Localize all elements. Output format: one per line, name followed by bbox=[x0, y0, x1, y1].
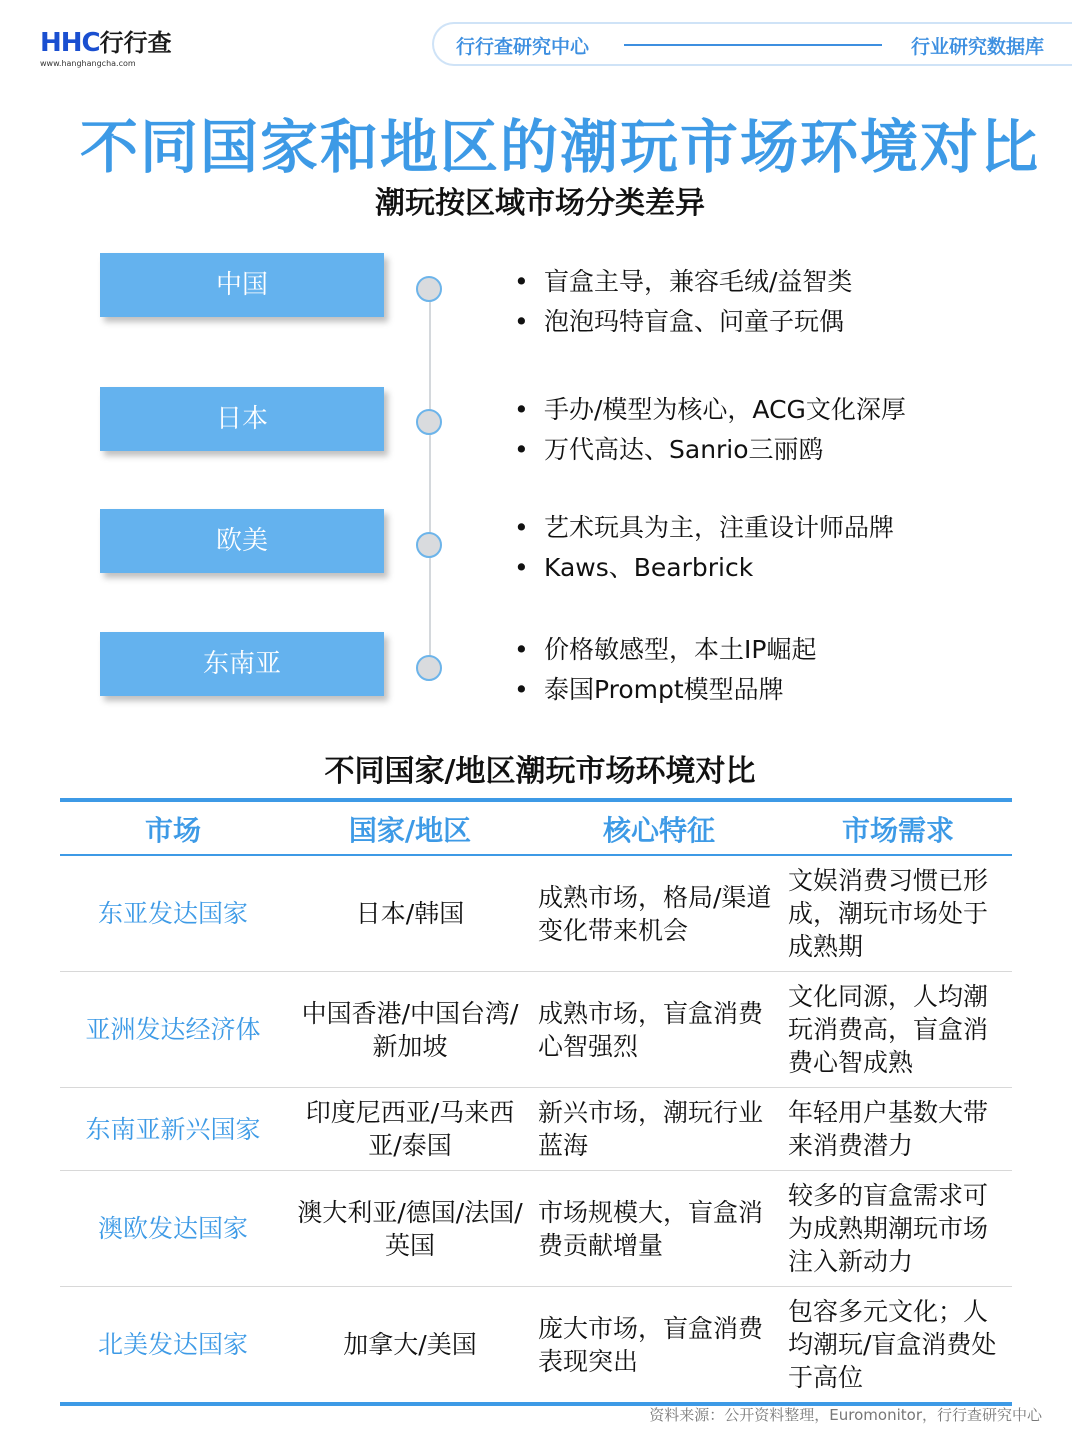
cell-feature: 成熟市场，格局/渠道变化带来机会 bbox=[534, 855, 784, 972]
timeline-dot bbox=[416, 655, 442, 681]
region-bullets-southeast-asia bbox=[514, 630, 816, 710]
cell-feature: 新兴市场，潮玩行业蓝海 bbox=[534, 1088, 784, 1171]
bullet-item: • 手办/模型为核心，ACG文化深厚 bbox=[514, 390, 906, 430]
table-row bbox=[60, 1088, 1012, 1171]
cell-country: 澳大利亚/德国/法国/英国 bbox=[286, 1171, 534, 1287]
column-header-demand: 市场需求 bbox=[784, 800, 1012, 855]
cell-market: 亚洲发达经济体 bbox=[60, 972, 286, 1088]
bullet-item: • 盲盒主导，兼容毛绒/益智类 bbox=[514, 262, 852, 302]
header-left-label: 行行查研究中心 bbox=[456, 36, 590, 58]
region-bullets-china bbox=[514, 262, 852, 342]
table-header-row bbox=[60, 800, 1012, 855]
logo-brand-cn: 行行查 bbox=[99, 29, 172, 57]
source-note: 资料来源：公开资料整理，Euromonitor，行行查研究中心 bbox=[649, 1406, 1042, 1424]
bullet-item: • Kaws、Bearbrick bbox=[514, 548, 894, 588]
bullet-item: • 价格敏感型，本土IP崛起 bbox=[514, 630, 816, 670]
column-header-market: 市场 bbox=[60, 800, 286, 855]
table-row bbox=[60, 1171, 1012, 1287]
timeline-dot bbox=[416, 532, 442, 558]
cell-demand: 包容多元文化；人均潮玩/盲盒消费处于高位 bbox=[784, 1287, 1012, 1405]
cell-demand: 文化同源，人均潮玩消费高，盲盒消费心智成熟 bbox=[784, 972, 1012, 1088]
section2-title: 不同国家/地区潮玩市场环境对比 bbox=[324, 754, 756, 789]
cell-country: 中国香港/中国台湾/新加坡 bbox=[286, 972, 534, 1088]
cell-market: 东南亚新兴国家 bbox=[60, 1088, 286, 1171]
cell-market: 东亚发达国家 bbox=[60, 855, 286, 972]
logo-url: www.hanghangcha.com bbox=[40, 59, 136, 68]
bullet-item: • 泰国Prompt模型品牌 bbox=[514, 670, 816, 710]
timeline-line bbox=[429, 290, 431, 670]
timeline-dot bbox=[416, 276, 442, 302]
timeline-dot bbox=[416, 409, 442, 435]
logo bbox=[40, 28, 172, 68]
region-bullets-west bbox=[514, 508, 894, 588]
region-box-china: 中国 bbox=[100, 253, 384, 317]
comparison-table bbox=[60, 798, 1012, 1406]
page-title: 不同国家和地区的潮玩市场环境对比 bbox=[79, 113, 1040, 181]
cell-feature: 市场规模大，盲盒消费贡献增量 bbox=[534, 1171, 784, 1287]
region-box-japan: 日本 bbox=[100, 387, 384, 451]
region-box-southeast-asia: 东南亚 bbox=[100, 632, 384, 696]
logo-brand: HHC bbox=[40, 28, 100, 58]
cell-feature: 庞大市场，盲盒消费表现突出 bbox=[534, 1287, 784, 1405]
cell-demand: 年轻用户基数大带来消费潜力 bbox=[784, 1088, 1012, 1171]
section1-title: 潮玩按区域市场分类差异 bbox=[375, 186, 705, 221]
cell-feature: 成熟市场，盲盒消费心智强烈 bbox=[534, 972, 784, 1088]
bullet-item: • 艺术玩具为主，注重设计师品牌 bbox=[514, 508, 894, 548]
header-divider-line bbox=[624, 44, 882, 46]
cell-demand: 较多的盲盒需求可为成熟期潮玩市场注入新动力 bbox=[784, 1171, 1012, 1287]
bullet-item: • 万代高达、Sanrio三丽鸥 bbox=[514, 430, 906, 470]
region-box-west: 欧美 bbox=[100, 509, 384, 573]
header-right-label: 行业研究数据库 bbox=[910, 36, 1044, 58]
cell-country: 日本/韩国 bbox=[286, 855, 534, 972]
bullet-item: • 泡泡玛特盲盒、问童子玩偶 bbox=[514, 302, 852, 342]
region-bullets-japan bbox=[514, 390, 906, 470]
table-row bbox=[60, 972, 1012, 1088]
cell-country: 印度尼西亚/马来西亚/泰国 bbox=[286, 1088, 534, 1171]
column-header-country: 国家/地区 bbox=[286, 800, 534, 855]
header-banner bbox=[432, 22, 1072, 66]
cell-country: 加拿大/美国 bbox=[286, 1287, 534, 1405]
cell-demand: 文娱消费习惯已形成，潮玩市场处于成熟期 bbox=[784, 855, 1012, 972]
cell-market: 北美发达国家 bbox=[60, 1287, 286, 1405]
table-row bbox=[60, 1287, 1012, 1405]
column-header-feature: 核心特征 bbox=[534, 800, 784, 855]
table-row bbox=[60, 855, 1012, 972]
cell-market: 澳欧发达国家 bbox=[60, 1171, 286, 1287]
